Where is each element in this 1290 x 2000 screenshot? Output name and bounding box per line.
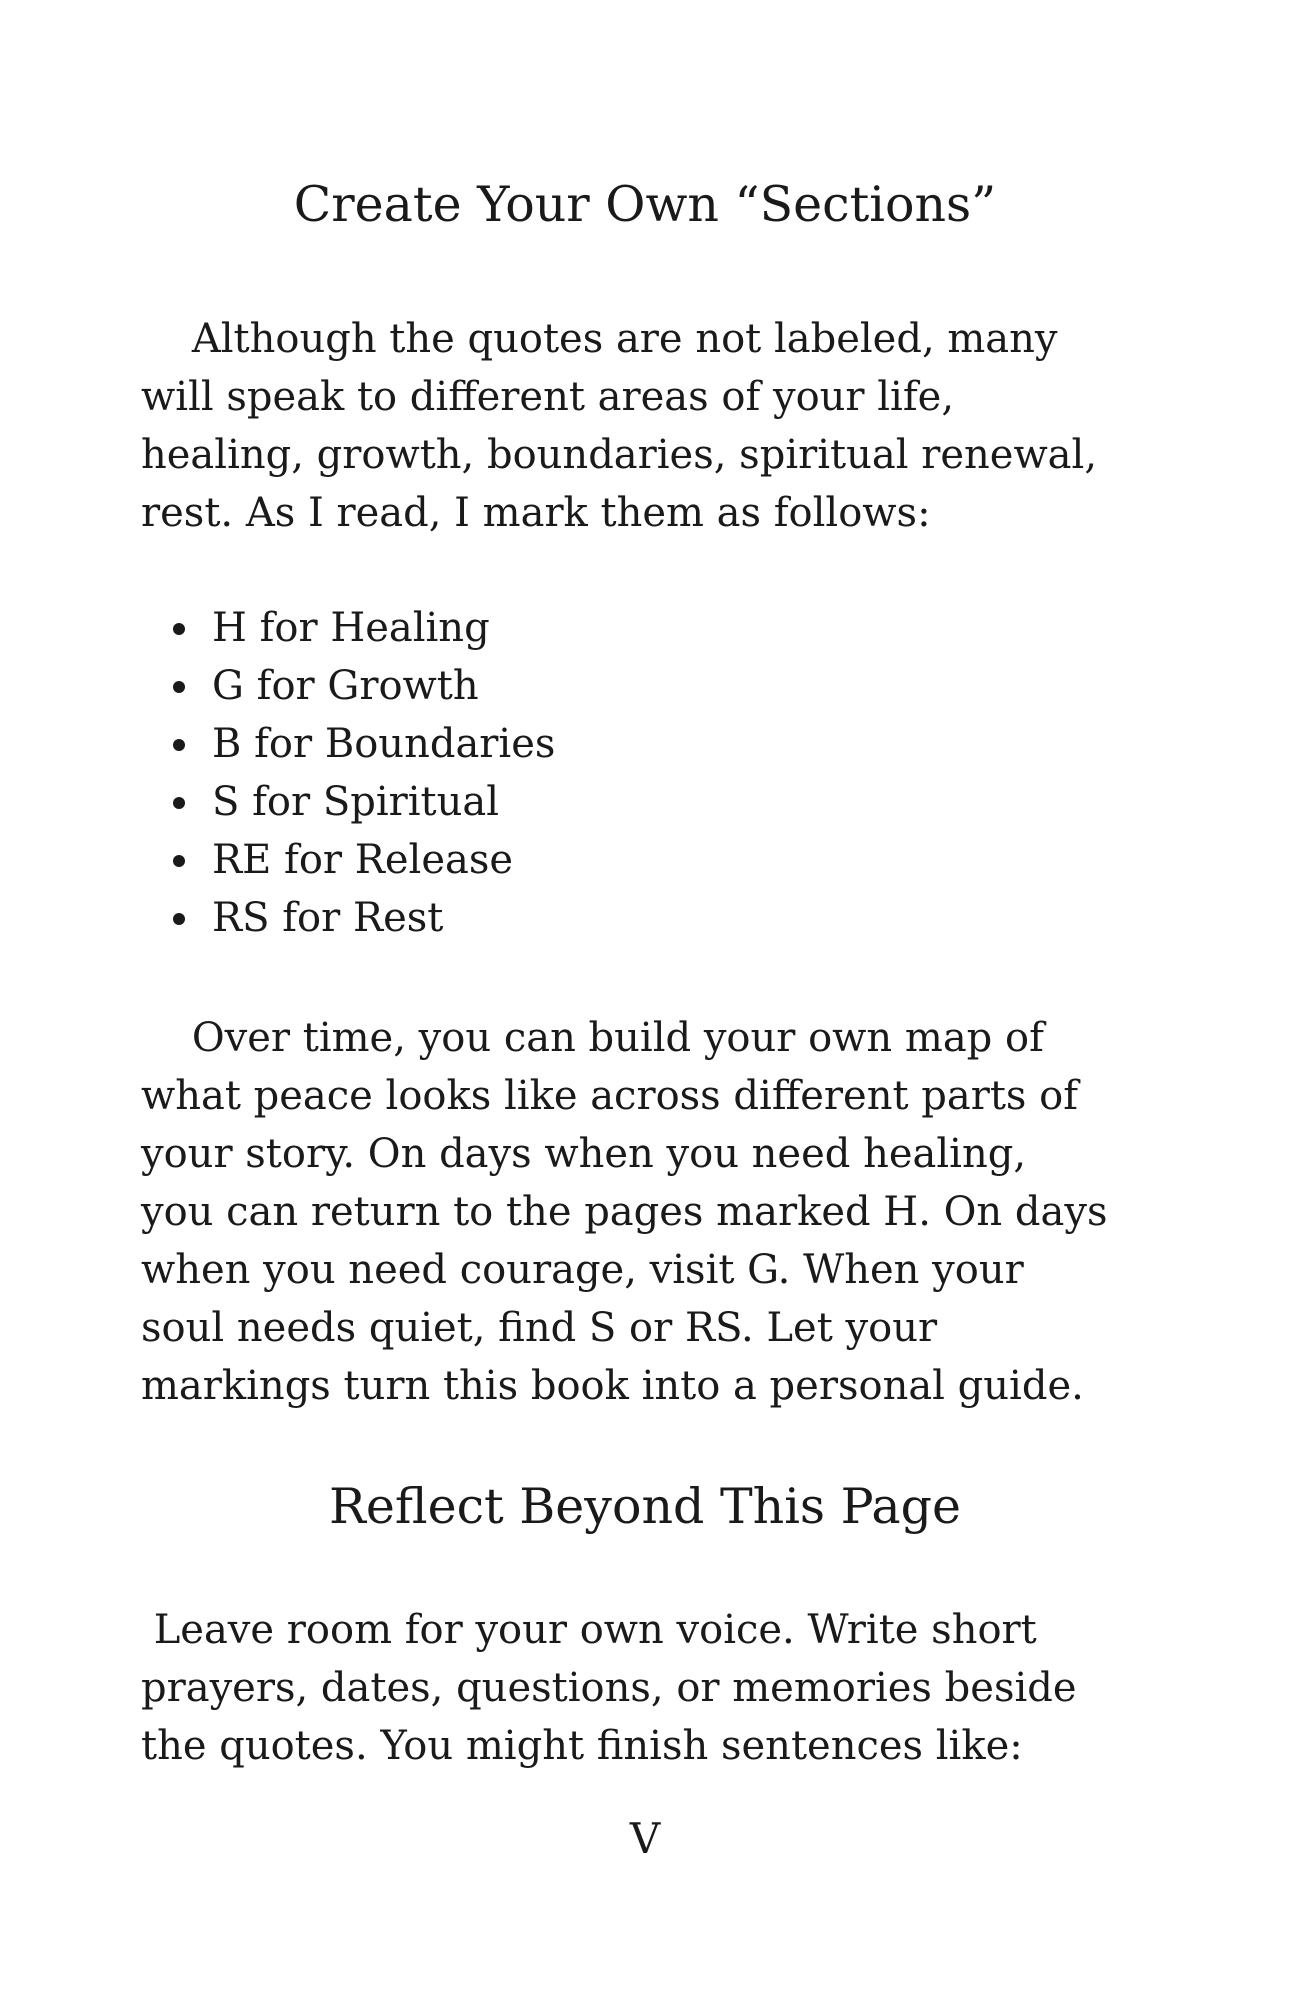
bullet-icon [173,623,185,635]
list-item-text: B for Boundaries [212,721,556,767]
list-item-text: G for Growth [212,663,479,709]
list-item-text: H for Healing [212,605,490,651]
list-item-text: S for Spiritual [212,779,500,825]
outro-paragraph: Over time, you can build your own map of what peace looks like across different parts of your story. On days when you need healing, you can return to the pages marked H. On days when you need courage, visit G. When your soul needs quiet, find S or RS. Let your markings turn this book into a personal guide. [141,1015,1108,1409]
bullet-icon [173,913,185,925]
bullet-icon [173,797,185,809]
list-item [141,715,555,773]
section-title-create-sections: Create Your Own “Sections” [293,176,997,233]
reflect-paragraph: Leave room for your own voice. Write short prayers, dates, questions, or memories beside the quotes. You might finish sentences like: [141,1607,1077,1769]
list-item [141,831,555,889]
page-number: V [629,1814,661,1863]
list-item [141,889,555,947]
list-item-text: RS for Rest [212,895,444,941]
bullet-icon [173,855,185,867]
intro-paragraph: Although the quotes are not labeled, many will speak to different areas of your life, healing, growth, boundaries, spiritual renewal, rest. As I read, I mark them as follows: [141,316,1098,536]
section-title-reflect: Reflect Beyond This Page [329,1478,961,1535]
list-item [141,657,555,715]
list-item-text: RE for Release [212,837,514,883]
bullet-icon [173,739,185,751]
list-item [141,599,555,657]
bullet-icon [173,681,185,693]
marking-list [141,599,555,947]
list-item [141,773,555,831]
